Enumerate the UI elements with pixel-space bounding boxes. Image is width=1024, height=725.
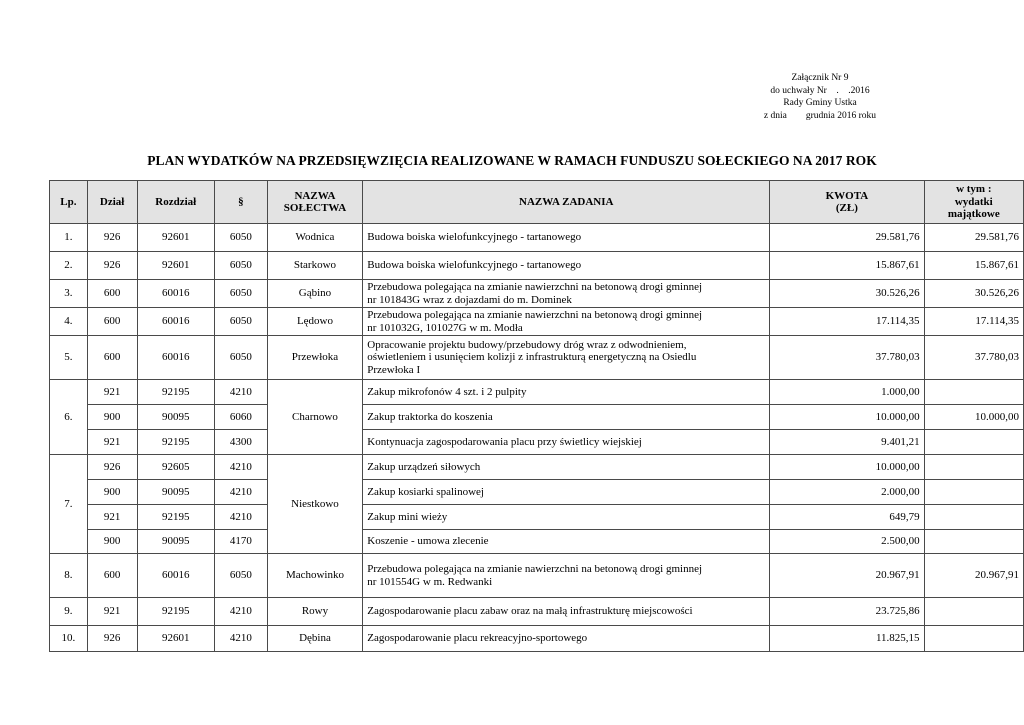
row-dzial: 926 <box>87 626 137 652</box>
header-solectwo <box>267 181 363 224</box>
row-kwota: 37.780,03 <box>770 336 924 380</box>
row-rozdzial: 90095 <box>137 405 215 430</box>
row-solectwo: Przewłoka <box>267 336 363 380</box>
table-row <box>50 430 1024 455</box>
header-zadanie: NAZWA ZADANIA <box>363 181 770 224</box>
row-rozdzial: 92601 <box>137 224 215 252</box>
council-name: Rady Gminy Ustka <box>783 98 857 108</box>
table-row <box>50 224 1024 252</box>
header-majatkowe-line2: wydatki <box>954 195 993 208</box>
row-zadanie: Przebudowa polegająca na zmianie nawierzchni na betonową drogi gminnej nr 101843G wraz z dojazdami do m. Dominek <box>363 280 770 308</box>
row-dzial: 926 <box>87 455 137 480</box>
row-majatkowe: 29.581,76 <box>924 224 1023 252</box>
expenditure-table <box>49 180 1024 652</box>
row-lp: 10. <box>50 626 88 652</box>
row-kwota: 17.114,35 <box>770 308 924 336</box>
row-majatkowe <box>924 530 1023 554</box>
row-majatkowe: 15.867,61 <box>924 252 1023 280</box>
row-lp: 9. <box>50 598 88 626</box>
table-row <box>50 554 1024 598</box>
row-zadanie: Zakup urządzeń siłowych <box>363 455 770 480</box>
row-lp: 7. <box>50 455 88 554</box>
row-rozdzial: 92195 <box>137 598 215 626</box>
row-dzial: 921 <box>87 380 137 405</box>
row-paragraph: 6050 <box>215 308 268 336</box>
row-kwota: 15.867,61 <box>770 252 924 280</box>
row-solectwo: Lędowo <box>267 308 363 336</box>
row-paragraph: 4210 <box>215 505 268 530</box>
row-solectwo: Charnowo <box>267 380 363 455</box>
header-kwota-line2: (ZŁ) <box>835 202 858 214</box>
row-kwota: 1.000,00 <box>770 380 924 405</box>
table-row <box>50 598 1024 626</box>
resolution-reference: do uchwały Nr . .2016 <box>770 85 870 96</box>
row-paragraph: 6060 <box>215 405 268 430</box>
row-rozdzial: 60016 <box>137 280 215 308</box>
table-row <box>50 252 1024 280</box>
row-dzial: 600 <box>87 336 137 380</box>
row-lp: 3. <box>50 280 88 308</box>
row-lp: 1. <box>50 224 88 252</box>
row-majatkowe <box>924 455 1023 480</box>
row-solectwo: Starkowo <box>267 252 363 280</box>
row-rozdzial: 60016 <box>137 336 215 380</box>
row-dzial: 900 <box>87 405 137 430</box>
row-dzial: 600 <box>87 280 137 308</box>
row-lp: 8. <box>50 554 88 598</box>
row-zadanie: Opracowanie projektu budowy/przebudowy dróg wraz z odwodnieniem, oświetleniem i usunięciem kolizji z infrastrukturą energetyczną na Osiedlu Przewłoka I <box>363 336 770 380</box>
table-row <box>50 308 1024 336</box>
table-row <box>50 626 1024 652</box>
row-kwota: 9.401,21 <box>770 430 924 455</box>
row-dzial: 926 <box>87 224 137 252</box>
header-paragraph: § <box>215 181 268 224</box>
row-majatkowe <box>924 598 1023 626</box>
row-kwota: 23.725,86 <box>770 598 924 626</box>
row-rozdzial: 60016 <box>137 308 215 336</box>
row-dzial: 921 <box>87 505 137 530</box>
header-dzial: Dział <box>87 181 137 224</box>
row-majatkowe <box>924 480 1023 505</box>
row-dzial: 921 <box>87 598 137 626</box>
row-paragraph: 4300 <box>215 430 268 455</box>
row-zadanie: Przebudowa polegająca na zmianie nawierzchni na betonową drogi gminnej nr 101554G w m. Redwanki <box>363 554 770 598</box>
table-row <box>50 280 1024 308</box>
row-rozdzial: 90095 <box>137 530 215 554</box>
row-zadanie: Koszenie - umowa zlecenie <box>363 530 770 554</box>
table-row <box>50 505 1024 530</box>
row-lp: 2. <box>50 252 88 280</box>
row-majatkowe <box>924 505 1023 530</box>
row-solectwo: Niestkowo <box>267 455 363 554</box>
header-majatkowe-line1: w tym : <box>956 183 992 196</box>
page-title: PLAN WYDATKÓW NA PRZEDSIĘWZIĘCIA REALIZOWANE W RAMACH FUNDUSZU SOŁECKIEGO NA 2017 ROK <box>147 153 877 168</box>
row-zadanie: Budowa boiska wielofunkcyjnego - tartanowego <box>363 252 770 280</box>
row-rozdzial: 92601 <box>137 252 215 280</box>
row-dzial: 600 <box>87 554 137 598</box>
row-zadanie: Zagospodarowanie placu zabaw oraz na małą infrastrukturę miejscowości <box>363 598 770 626</box>
header-rozdzial: Rozdział <box>137 181 215 224</box>
row-paragraph: 4210 <box>215 626 268 652</box>
row-dzial: 900 <box>87 530 137 554</box>
row-solectwo: Wodnica <box>267 224 363 252</box>
header-solectwo-line2: SOŁECTWA <box>283 202 347 214</box>
row-lp: 5. <box>50 336 88 380</box>
header-row <box>50 181 1024 224</box>
row-zadanie: Kontynuacja zagospodarowania placu przy świetlicy wiejskiej <box>363 430 770 455</box>
row-paragraph: 4210 <box>215 598 268 626</box>
header-majatkowe-line3: majątkowe <box>947 208 1000 221</box>
row-majatkowe: 37.780,03 <box>924 336 1023 380</box>
row-zadanie: Zakup mikrofonów 4 szt. i 2 pulpity <box>363 380 770 405</box>
table-row <box>50 405 1024 430</box>
row-paragraph: 6050 <box>215 280 268 308</box>
row-lp: 4. <box>50 308 88 336</box>
row-kwota: 649,79 <box>770 505 924 530</box>
row-dzial: 900 <box>87 480 137 505</box>
row-kwota: 10.000,00 <box>770 455 924 480</box>
row-kwota: 11.825,15 <box>770 626 924 652</box>
row-rozdzial: 92601 <box>137 626 215 652</box>
header-lp: Lp. <box>50 181 88 224</box>
row-rozdzial: 92195 <box>137 430 215 455</box>
row-rozdzial: 60016 <box>137 554 215 598</box>
row-zadanie: Przebudowa polegająca na zmianie nawierzchni na betonową drogi gminnej nr 101032G, 101027G w m. Modła <box>363 308 770 336</box>
attachment-note <box>720 72 920 122</box>
row-kwota: 2.000,00 <box>770 480 924 505</box>
table-row <box>50 380 1024 405</box>
row-dzial: 600 <box>87 308 137 336</box>
row-majatkowe <box>924 626 1023 652</box>
resolution-date: z dnia grudnia 2016 roku <box>763 110 877 121</box>
row-majatkowe: 17.114,35 <box>924 308 1023 336</box>
row-paragraph: 4210 <box>215 480 268 505</box>
row-lp: 6. <box>50 380 88 455</box>
row-majatkowe: 20.967,91 <box>924 554 1023 598</box>
row-paragraph: 6050 <box>215 554 268 598</box>
row-zadanie: Zakup traktorka do koszenia <box>363 405 770 430</box>
row-zadanie: Zakup mini wieży <box>363 505 770 530</box>
row-solectwo: Gąbino <box>267 280 363 308</box>
table-row <box>50 480 1024 505</box>
row-rozdzial: 90095 <box>137 480 215 505</box>
row-paragraph: 6050 <box>215 336 268 380</box>
row-rozdzial: 92195 <box>137 505 215 530</box>
header-kwota-line1: KWOTA <box>825 189 869 202</box>
table-row <box>50 336 1024 380</box>
row-kwota: 30.526,26 <box>770 280 924 308</box>
row-rozdzial: 92195 <box>137 380 215 405</box>
row-kwota: 29.581,76 <box>770 224 924 252</box>
row-paragraph: 4210 <box>215 455 268 480</box>
row-zadanie: Zakup kosiarki spalinowej <box>363 480 770 505</box>
row-dzial: 926 <box>87 252 137 280</box>
row-zadanie: Budowa boiska wielofunkcyjnego - tartanowego <box>363 224 770 252</box>
table-body <box>50 224 1024 652</box>
row-dzial: 921 <box>87 430 137 455</box>
row-kwota: 2.500,00 <box>770 530 924 554</box>
header-majatkowe <box>924 181 1023 224</box>
row-zadanie: Zagospodarowanie placu rekreacyjno-sportowego <box>363 626 770 652</box>
row-majatkowe <box>924 430 1023 455</box>
row-solectwo: Machowinko <box>267 554 363 598</box>
row-kwota: 20.967,91 <box>770 554 924 598</box>
table-row <box>50 455 1024 480</box>
row-paragraph: 4170 <box>215 530 268 554</box>
header-kwota <box>770 181 924 224</box>
table-row <box>50 530 1024 554</box>
row-majatkowe: 10.000,00 <box>924 405 1023 430</box>
row-majatkowe: 30.526,26 <box>924 280 1023 308</box>
header-solectwo-line1: NAZWA <box>294 189 336 202</box>
attachment-number: Załącznik Nr 9 <box>791 73 849 83</box>
row-paragraph: 6050 <box>215 252 268 280</box>
row-kwota: 10.000,00 <box>770 405 924 430</box>
row-solectwo: Rowy <box>267 598 363 626</box>
row-paragraph: 6050 <box>215 224 268 252</box>
row-paragraph: 4210 <box>215 380 268 405</box>
row-solectwo: Dębina <box>267 626 363 652</box>
row-rozdzial: 92605 <box>137 455 215 480</box>
row-majatkowe <box>924 380 1023 405</box>
